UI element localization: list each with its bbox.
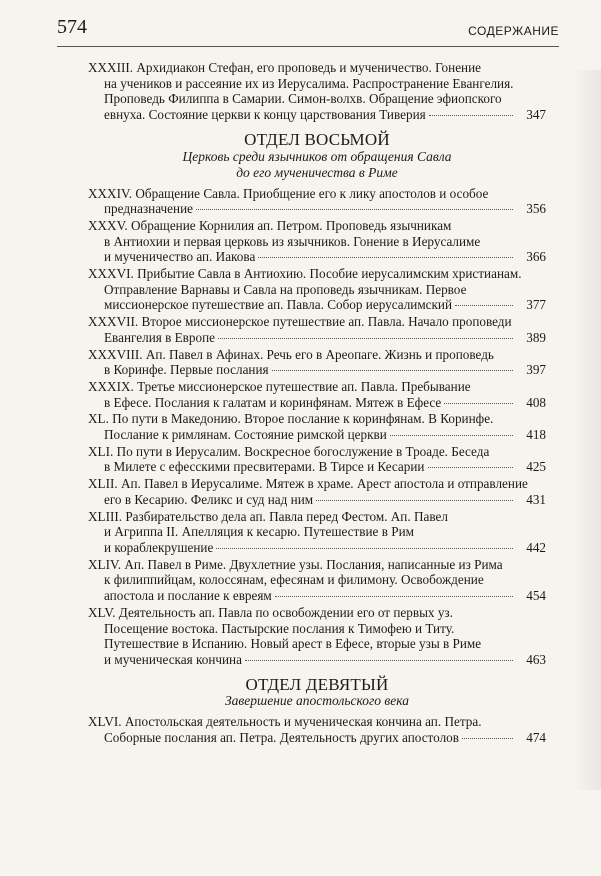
facing-page-bleed (573, 70, 601, 790)
toc-entry-line: XXXVI. Прибытие Савла в Антиохию. Пособие иерусалимским христианам. (88, 266, 522, 282)
toc-entry-line: XLI. По пути в Иерусалим. Воскресное богослужение в Троаде. Беседа (88, 443, 490, 459)
toc-entry-line: XLV. Деятельность ап. Павла по освобождении его от первых уз. (88, 604, 453, 620)
section-subtitle-line: Завершение апостольского века (225, 693, 409, 709)
toc-entry (88, 714, 546, 745)
table-of-contents (88, 60, 546, 747)
section-title: ОТДЕЛ ДЕВЯТЫЙ (245, 674, 389, 694)
toc-page-number: 366 (526, 249, 546, 265)
toc-entry (88, 347, 546, 378)
leader-dots (218, 338, 513, 339)
leader-dots (462, 738, 513, 739)
toc-page-number: 425 (526, 459, 546, 475)
toc-entry-line: XXXVII. Второе миссионерское путешествие ап. Павла. Начало проповеди (88, 314, 512, 330)
section-subtitle (88, 149, 546, 181)
toc-entry-line: апостола и послание к евреям (88, 588, 516, 604)
toc-entry-line: XXXIX. Третье миссионерское путешествие ап. Павла. Пребывание (88, 378, 471, 394)
toc-page-number: 454 (526, 588, 546, 604)
leader-dots (272, 370, 513, 371)
toc-entry (88, 218, 546, 265)
toc-entry-line: и Агриппа II. Апелляция к кесарю. Путешествие в Рим (104, 524, 414, 540)
toc-entry-line: в Милете с ефесскими пресвитерами. В Тирсе и Кесарии (88, 459, 516, 475)
toc-entry-line: XXXVIII. Ап. Павел в Афинах. Речь его в Ареопаге. Жизнь и проповедь (88, 346, 494, 362)
toc-page-number: 442 (526, 539, 546, 555)
toc-entry (88, 379, 546, 410)
leader-dots (196, 209, 513, 210)
toc-entry-line: в Ефесе. Послания к галатам и коринфянам. Мятеж в Ефесе (88, 395, 516, 411)
toc-page-number: 431 (526, 491, 546, 507)
leader-dots (429, 115, 513, 116)
toc-entry-line: Соборные послания ап. Петра. Деятельность других апостолов (88, 730, 516, 746)
leader-dots (390, 435, 513, 436)
page-number: 574 (57, 16, 87, 38)
toc-entry-line: миссионерское путешествие ап. Павла. Собор иерусалимский (88, 297, 516, 313)
toc-entry-line: XL. По пути в Македонию. Второе послание к коринфянам. В Коринфе. (88, 411, 494, 427)
section-subtitle (88, 693, 546, 709)
toc-page-number: 377 (526, 297, 546, 313)
toc-entry (88, 266, 546, 313)
toc-entry-line: XLII. Ап. Павел в Иерусалиме. Мятеж в храме. Арест апостола и отправление (88, 476, 528, 492)
toc-entry-line: Путешествие в Испанию. Новый арест в Ефесе, вторые узы в Риме (104, 636, 482, 652)
toc-entry (88, 314, 546, 345)
leader-dots (275, 596, 513, 597)
toc-entry-line: на учеников и рассеяние их из Иерусалима. Распространение Евангелия. (104, 75, 514, 91)
toc-entry (88, 509, 546, 556)
toc-entry (88, 605, 546, 668)
toc-entry-line: Отправление Варнавы и Савла на проповедь язычникам. Первое (104, 281, 467, 297)
toc-entry (88, 60, 546, 123)
toc-page-number: 474 (526, 730, 546, 746)
toc-entry (88, 557, 546, 604)
leader-dots (444, 403, 513, 404)
toc-entry-line: XXXIV. Обращение Савла. Приобщение его к лику апостолов и особое (88, 185, 489, 201)
section-subtitle-line: до его мученичества в Риме (236, 164, 398, 180)
toc-entry-line: и мученическая кончина (88, 652, 516, 668)
toc-entry-line: к филиппийцам, колоссянам, ефесянам и филимону. Освобождение (104, 572, 484, 588)
toc-entry-line: Послание к римлянам. Состояние римской церкви (88, 427, 516, 443)
toc-page-number: 463 (526, 651, 546, 667)
leader-dots (455, 305, 513, 306)
leader-dots (428, 467, 514, 468)
toc-page-number: 418 (526, 427, 546, 443)
leader-dots (258, 257, 513, 258)
toc-entry (88, 476, 546, 507)
toc-page-number: 408 (526, 394, 546, 410)
header-rule (57, 46, 559, 47)
leader-dots (245, 660, 513, 661)
toc-entry (88, 444, 546, 475)
toc-entry (88, 186, 546, 217)
toc-entry-line: XXXIII. Архидиакон Стефан, его проповедь и мученичество. Гонение (88, 60, 482, 75)
toc-entry (88, 411, 546, 442)
toc-entry-line: его в Кесарию. Феликс и суд над ним (88, 492, 516, 508)
toc-entry-line: в Антиохии и первая церковь из язычников. Гонение в Иерусалиме (104, 233, 481, 249)
toc-entry-line: предназначение (88, 201, 516, 217)
toc-entry-line: евнуха. Состояние церкви к концу царствования Тиверия (88, 107, 516, 123)
toc-entry-line: и кораблекрушение (88, 540, 516, 556)
section-title: ОТДЕЛ ВОСЬМОЙ (244, 129, 390, 149)
toc-entry-line: Проповедь Филиппа в Самарии. Симон-волхв. Обращение эфиопского (104, 91, 502, 107)
toc-page-number: 347 (526, 107, 546, 123)
toc-page-number: 397 (526, 362, 546, 378)
toc-entry-line: XLIII. Разбирательство дела ап. Павла перед Фестом. Ап. Павел (88, 508, 448, 524)
toc-entry-line: XLIV. Ап. Павел в Риме. Двухлетние узы. Послания, написанные из Рима (88, 556, 503, 572)
toc-page-number: 356 (526, 201, 546, 217)
toc-entry-line: и мученичество ап. Иакова (88, 249, 516, 265)
toc-entry-line: Евангелия в Европе (88, 330, 516, 346)
running-title: СОДЕРЖАНИЕ (468, 24, 559, 38)
section-subtitle-line: Церковь среди язычников от обращения Савла (182, 148, 452, 164)
toc-entry-line: XLVI. Апостольская деятельность и мученическая кончина ап. Петра. (88, 714, 482, 730)
toc-page-number: 389 (526, 329, 546, 345)
leader-dots (216, 548, 513, 549)
toc-entry-line: Посещение востока. Пастырские послания к Тимофею и Титу. (104, 620, 455, 636)
leader-dots (316, 500, 513, 501)
toc-entry-line: в Коринфе. Первые послания (88, 362, 516, 378)
toc-entry-line: XXXV. Обращение Корнилия ап. Петром. Проповедь язычникам (88, 217, 452, 233)
